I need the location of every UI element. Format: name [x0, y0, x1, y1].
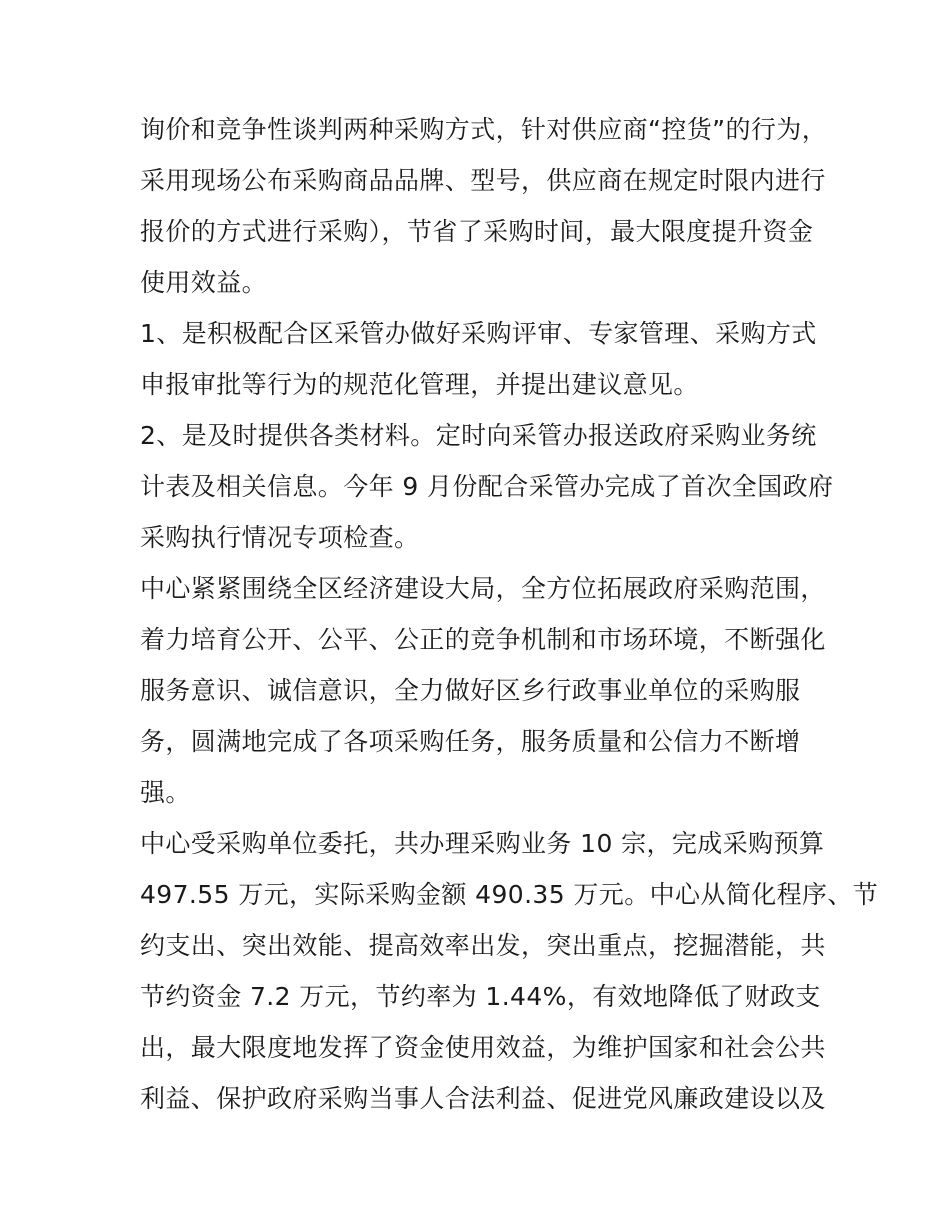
- text-line: 497.55 万元，实际采购金额 490.35 万元。中心从简化程序、节: [140, 880, 879, 909]
- text-line: 出，最大限度地发挥了资金使用效益，为维护国家和社会公共: [140, 1033, 826, 1062]
- text-line: 节约资金 7.2 万元，节约率为 1.44%，有效地降低了财政支: [140, 982, 821, 1011]
- text-line: 询价和竞争性谈判两种采购方式，针对供应商“控货”的行为，: [140, 115, 828, 144]
- text-line: 计表及相关信息。今年 9 月份配合采管办完成了首次全国政府: [140, 472, 834, 501]
- text-line: 报价的方式进行采购），节省了采购时间，最大限度提升资金: [140, 217, 814, 246]
- text-line: 申报审批等行为的规范化管理，并提出建议意见。: [140, 370, 699, 399]
- text-line: 1、是积极配合区采管办做好采购评审、专家管理、采购方式: [140, 319, 817, 348]
- text-line: 2、是及时提供各类材料。定时向采管办报送政府采购业务统: [140, 421, 817, 450]
- text-line: 着力培育公开、公平、公正的竞争机制和市场环境，不断强化: [140, 625, 826, 654]
- text-line: 服务意识、诚信意识，全力做好区乡行政事业单位的采购服: [140, 676, 801, 705]
- text-line: 中心受采购单位委托，共办理采购业务 10 宗，完成采购预算: [140, 829, 825, 858]
- text-line: 约支出、突出效能、提高效率出发，突出重点，挖掘潜能，共: [140, 931, 826, 960]
- text-line: 采购执行情况专项检查。: [140, 523, 420, 552]
- text-line: 强。: [140, 778, 191, 807]
- document-body: [140, 104, 879, 1124]
- text-line: 中心紧紧围绕全区经济建设大局，全方位拓展政府采购范围，: [140, 574, 826, 603]
- text-line: 采用现场公布采购商品品牌、型号，供应商在规定时限内进行: [140, 166, 826, 195]
- text-line: 使用效益。: [140, 268, 268, 297]
- text-line: 利益、保护政府采购当事人合法利益、促进党风廉政建设以及: [140, 1084, 826, 1113]
- text-line: 务，圆满地完成了各项采购任务，服务质量和公信力不断增: [140, 727, 801, 756]
